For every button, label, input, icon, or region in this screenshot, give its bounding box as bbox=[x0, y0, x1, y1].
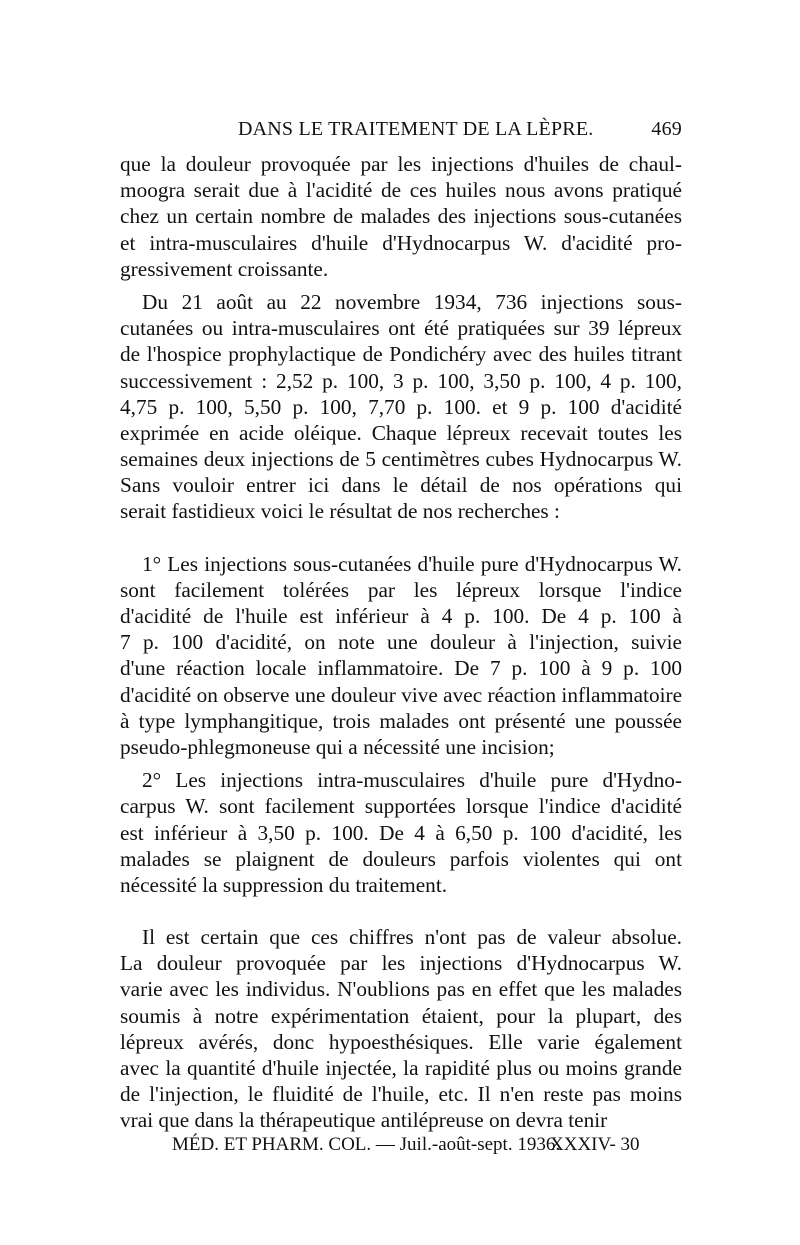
text-line: exprimée en acide oléique. Chaque lépreux recevait toutes les bbox=[120, 420, 682, 445]
text-line: et intra-musculaires d'huile d'Hydnocarpus W. d'acidité pro- bbox=[120, 230, 682, 255]
text-line: varie avec les individus. N'oublions pas en effet que les malades bbox=[120, 977, 682, 1002]
running-title: DANS LE TRAITEMENT DE LA LÈPRE. bbox=[238, 118, 594, 140]
text-line: 1° Les injections sous-cutanées d'huile pure d'Hydnocarpus W. bbox=[142, 551, 682, 576]
text-line: vrai que dans la thérapeutique antilépreuse on devra tenir bbox=[120, 1108, 608, 1133]
page-footer bbox=[172, 1134, 682, 1160]
text-line: avec la quantité d'huile injectée, la rapidité plus ou moins grande bbox=[120, 1056, 682, 1080]
text-line: que la douleur provoquée par les injections d'huiles de chaul- bbox=[120, 152, 682, 176]
text-line: lépreux avérés, donc hypoesthésiques. Elle varie également bbox=[120, 1029, 682, 1054]
text-line: successivement : 2,52 p. 100, 3 p. 100, 3,50 p. 100, 4 p. 100, bbox=[120, 368, 682, 393]
page-number: 469 bbox=[651, 118, 682, 140]
paragraph-gap bbox=[120, 525, 682, 551]
text-line: semaines deux injections de 5 centimètres cubes Hydnocarpus W. bbox=[120, 447, 682, 472]
paragraph-gap bbox=[120, 282, 682, 289]
text-line: nécessité la suppression du traitement. bbox=[120, 872, 448, 897]
text-line: d'acidité de l'huile est inférieur à 4 p. 100. De 4 p. 100 à bbox=[120, 604, 682, 628]
text-line: 4,75 p. 100, 5,50 p. 100, 7,70 p. 100. et 9 p. 100 d'acidité bbox=[120, 394, 682, 419]
text-line: pseudo-phlegmoneuse qui a nécessité une incision; bbox=[120, 734, 555, 759]
text-line: de l'hospice prophylactique de Pondichéry avec des huiles titrant bbox=[120, 342, 682, 367]
paragraph bbox=[120, 551, 682, 761]
text-line: moogra serait due à l'acidité de ces huiles nous avons pratiqué bbox=[120, 178, 682, 203]
text-line: à type lymphangitique, trois malades ont présenté une poussée bbox=[120, 708, 682, 733]
text-line: Du 21 août au 22 novembre 1934, 736 injections sous- bbox=[142, 289, 682, 314]
text-line: cutanées ou intra-musculaires ont été pratiquées sur 39 lépreux bbox=[120, 316, 682, 341]
signature-mark: XXXIV- 30 bbox=[550, 1134, 640, 1155]
paragraph-gap bbox=[120, 760, 682, 767]
paragraph bbox=[120, 151, 682, 282]
text-line: chez un certain nombre de malades des injections sous-cutanées bbox=[120, 204, 682, 229]
paragraph bbox=[120, 924, 682, 1134]
paragraph-gap bbox=[120, 898, 682, 924]
text-line: gressivement croissante. bbox=[120, 256, 329, 281]
text-line: d'une réaction locale inflammatoire. De 7 p. 100 à 9 p. 100 bbox=[120, 656, 682, 681]
text-line: serait fastidieux voici le résultat de nos recherches : bbox=[120, 499, 560, 524]
text-line: de l'injection, le fluidité de l'huile, etc. Il n'en reste pas moins bbox=[120, 1082, 682, 1107]
text-line: malades se plaignent de douleurs parfois violentes qui ont bbox=[120, 846, 682, 871]
text-line: Il est certain que ces chiffres n'ont pas de valeur absolue. bbox=[142, 925, 682, 950]
paragraph bbox=[120, 289, 682, 525]
page-header bbox=[120, 118, 682, 146]
text-line: est inférieur à 3,50 p. 100. De 4 à 6,50 p. 100 d'acidité, les bbox=[120, 820, 682, 845]
text-line: 2° Les injections intra-musculaires d'huile pure d'Hydno- bbox=[142, 768, 682, 793]
text-line: La douleur provoquée par les injections d'Hydnocarpus W. bbox=[120, 951, 682, 976]
text-line: sont facilement tolérées par les lépreux lorsque l'indice bbox=[120, 577, 682, 602]
body-text bbox=[120, 151, 682, 1134]
journal-reference: MÉD. ET PHARM. COL. — Juil.-août-sept. 1936. bbox=[172, 1134, 561, 1155]
text-line: d'acidité on observe une douleur vive avec réaction inflammatoire bbox=[120, 682, 683, 707]
text-line: 7 p. 100 d'acidité, on note une douleur à l'injection, suivie bbox=[120, 630, 682, 655]
paragraph bbox=[120, 767, 682, 898]
text-line: carpus W. sont facilement supportées lorsque l'indice d'acidité bbox=[120, 794, 682, 819]
text-line: soumis à notre expérimentation étaient, pour la plupart, des bbox=[120, 1003, 682, 1028]
text-line: Sans vouloir entrer ici dans le détail de nos opérations qui bbox=[120, 473, 682, 498]
